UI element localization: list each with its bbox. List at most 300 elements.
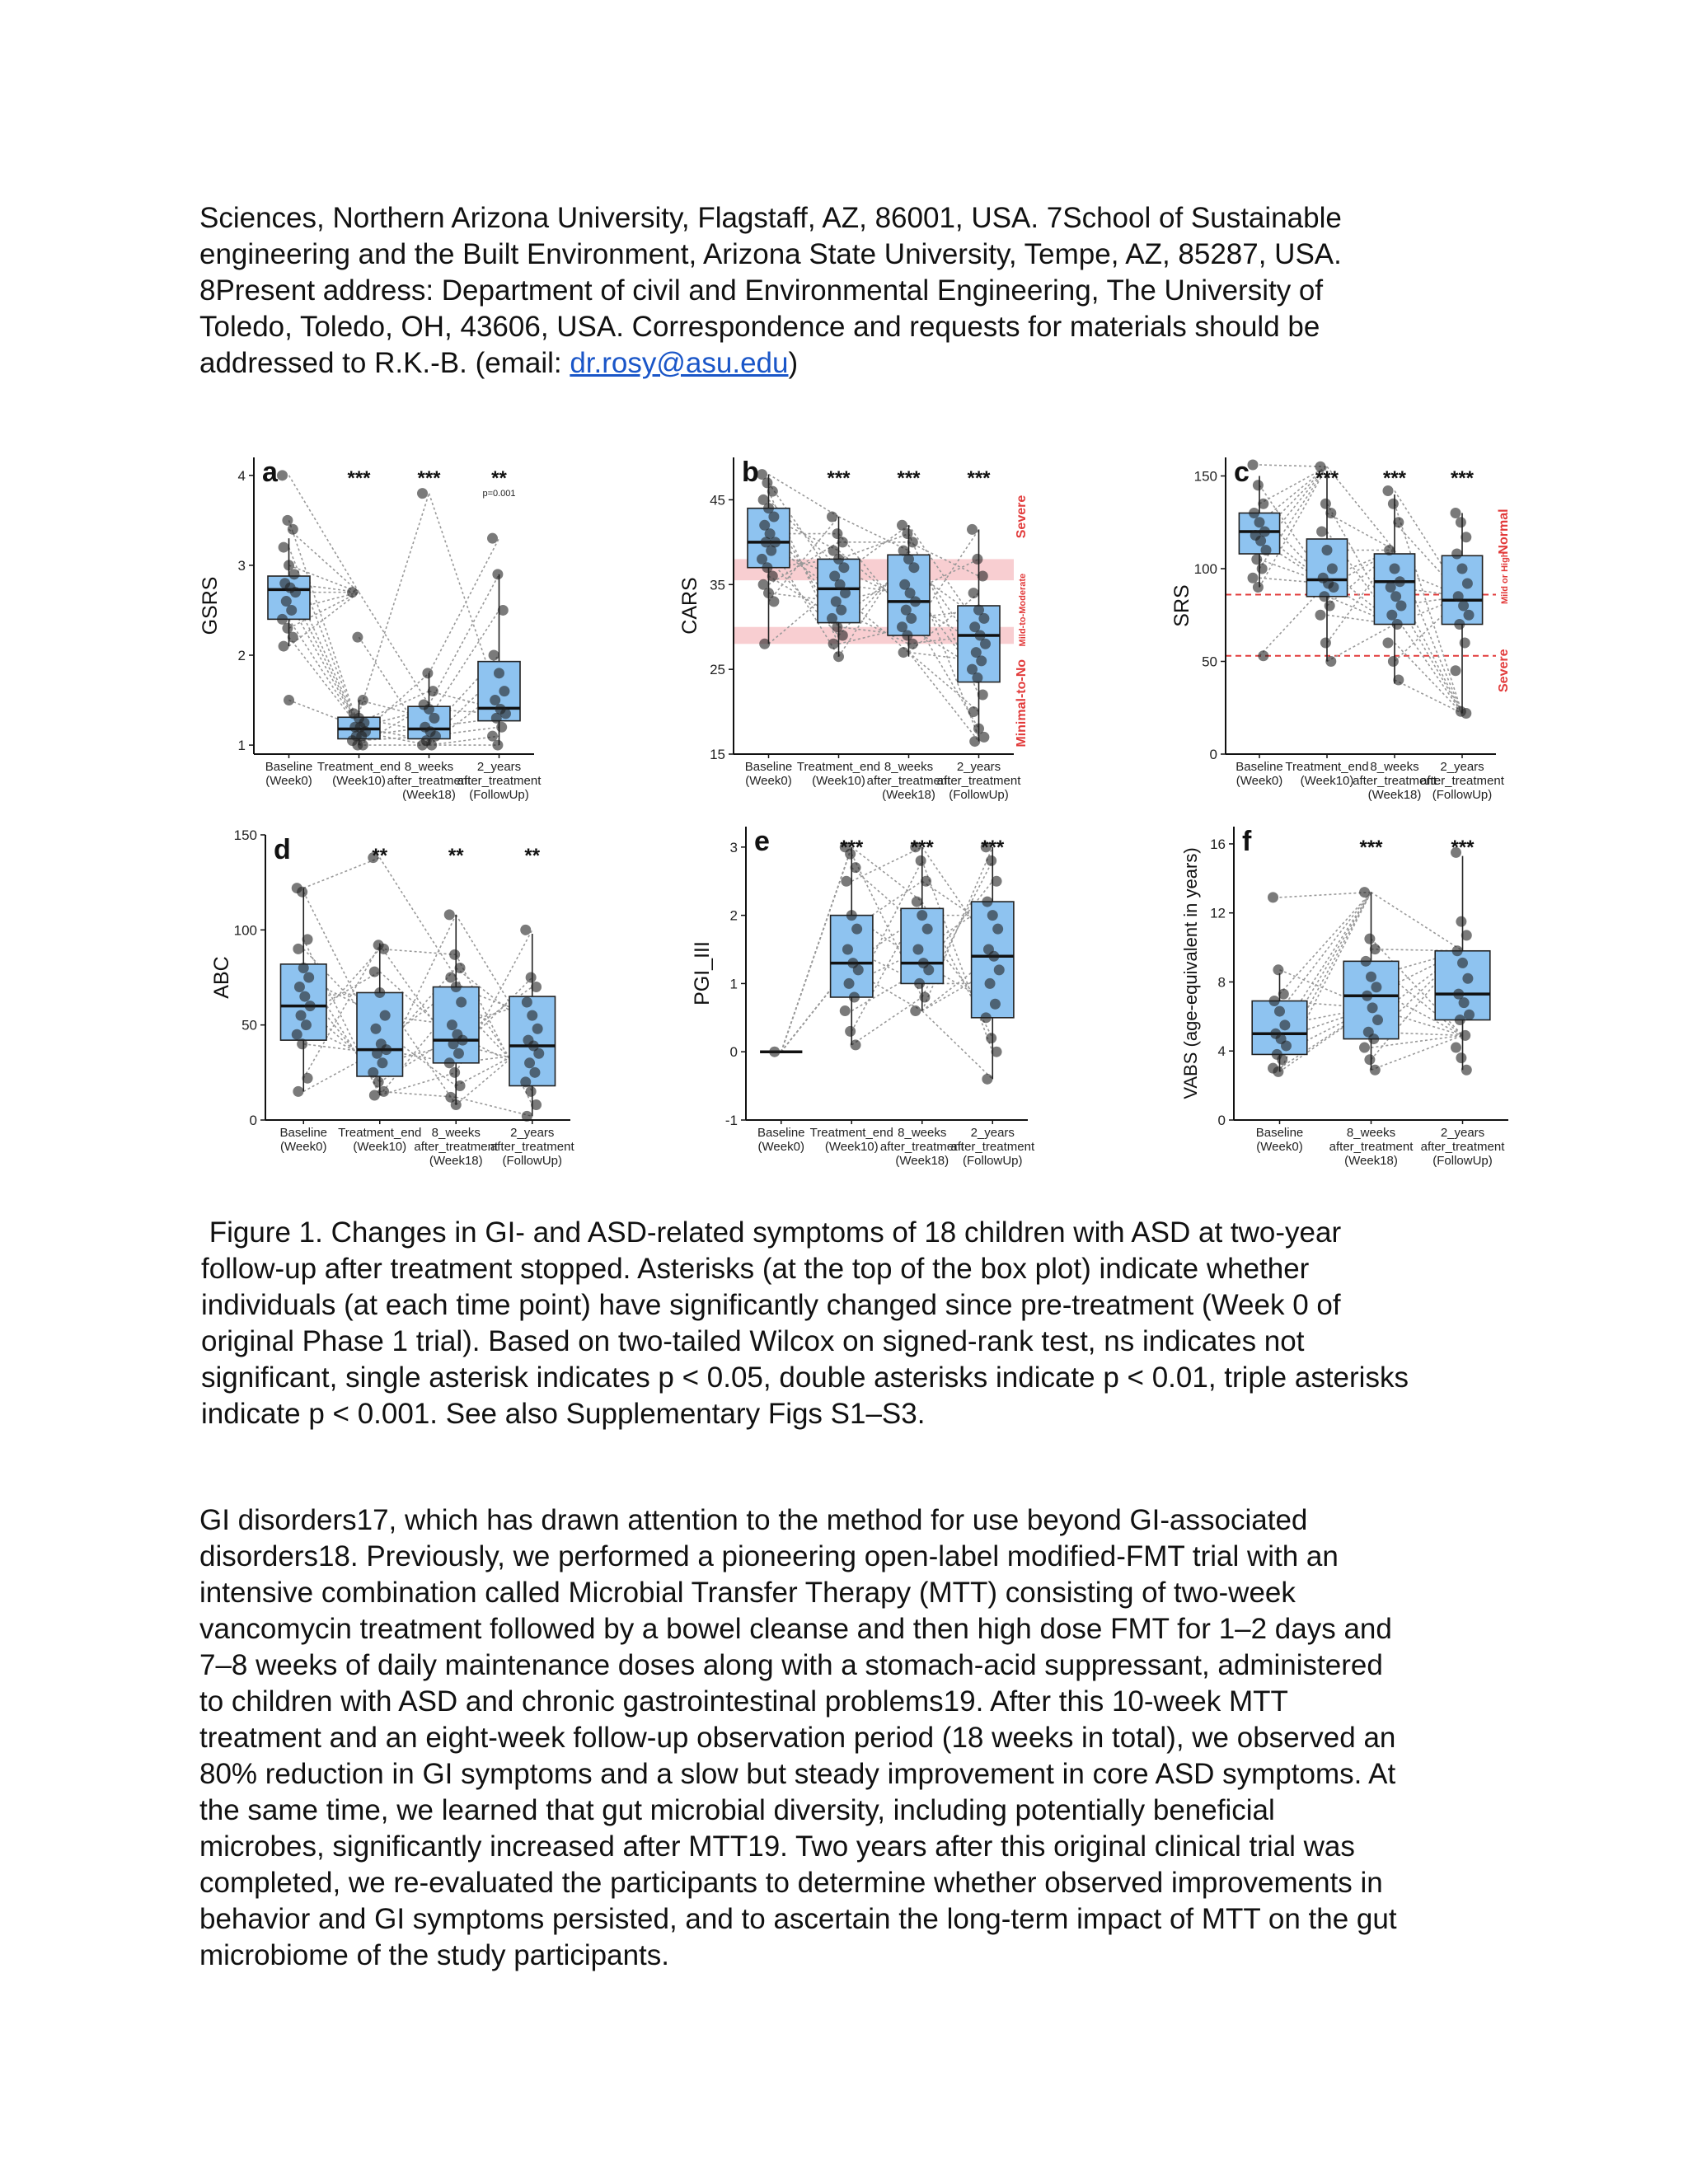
x-tick-label: Treatment_end (316, 760, 401, 774)
y-tick-label: 100 (1193, 561, 1217, 577)
data-point (417, 740, 428, 751)
data-point (969, 736, 980, 747)
data-point (1462, 579, 1473, 589)
x-tick-label: after_treatment (1329, 1140, 1414, 1154)
data-point (1322, 545, 1333, 555)
y-tick-label: 8 (1217, 974, 1226, 991)
data-point (524, 1057, 535, 1068)
data-point (1462, 973, 1473, 984)
data-point (838, 562, 849, 573)
y-axis-label: VABS (age-equivalent in years) (1180, 847, 1201, 1099)
data-point (294, 982, 305, 992)
data-point (844, 978, 855, 989)
x-tick-label: 2_years (1440, 760, 1484, 774)
data-point (1395, 576, 1405, 587)
data-point (992, 876, 1002, 887)
y-tick-label: 25 (710, 662, 725, 678)
data-point (451, 1099, 462, 1110)
data-point (531, 982, 542, 992)
data-point (1451, 1043, 1461, 1053)
data-point (978, 571, 988, 582)
y-axis-label: GSRS (199, 576, 222, 635)
significance-stars: *** (827, 467, 851, 490)
data-point (293, 944, 303, 954)
data-point (767, 486, 778, 497)
data-point (1460, 638, 1470, 649)
p-value-note: p=0.001 (482, 489, 516, 499)
data-point (347, 587, 358, 598)
x-tick-label: (FollowUp) (962, 1154, 1023, 1168)
data-point (305, 1001, 316, 1011)
x-tick-label: Treatment_end (809, 1126, 893, 1140)
significance-stars: *** (1315, 467, 1339, 490)
x-tick-label: after_treatment (1353, 774, 1437, 788)
data-point (1361, 956, 1372, 967)
data-point (1278, 989, 1289, 1000)
data-point (1456, 1052, 1466, 1063)
data-point (841, 876, 851, 887)
y-tick-label: 0 (1209, 747, 1217, 762)
data-point (842, 944, 853, 955)
data-point (453, 1048, 464, 1059)
data-point (840, 588, 851, 598)
body-line: to children with ASD and chronic gastrointestinal problems19. After this 10-week MTT (199, 1685, 1288, 1718)
caption-line: significant, single asterisk indicates p < 0.05, double asterisks indicate p < 0.01, triple asterisks (201, 1361, 1409, 1394)
data-point (499, 686, 509, 696)
data-point (1386, 582, 1396, 593)
data-point (994, 964, 1005, 975)
x-tick-label: 8_weeks (431, 1126, 481, 1140)
intro-line: engineering and the Built Environment, Arizona State University, Tempe, AZ, 85287, USA. (199, 238, 1342, 270)
x-tick-label: after_treatment (414, 1140, 499, 1154)
data-point (456, 996, 467, 1007)
data-point (1320, 499, 1331, 509)
data-point (1249, 508, 1259, 518)
x-tick-label: (Week18) (1344, 1154, 1398, 1168)
data-point (447, 1019, 457, 1030)
data-point (1456, 916, 1466, 927)
data-point (1359, 887, 1370, 898)
data-point (912, 897, 922, 907)
x-tick-label: (Week10) (332, 774, 386, 788)
data-point (290, 587, 301, 598)
panel-b (678, 457, 1029, 802)
data-point (1248, 573, 1259, 583)
data-point (766, 546, 776, 556)
data-point (759, 639, 770, 649)
data-point (381, 1044, 392, 1055)
data-point (922, 924, 933, 935)
caption-line: individuals (at each time point) have significantly changed since pre-treatment (Week 0 of (201, 1289, 1341, 1321)
body-line: microbiome of the study participants. (199, 1939, 669, 1971)
data-point (369, 1090, 380, 1101)
data-point (982, 897, 992, 907)
y-tick-label: 35 (710, 577, 725, 593)
data-point (972, 673, 982, 683)
data-point (1319, 591, 1329, 602)
data-point (1325, 656, 1336, 667)
data-point (1325, 508, 1336, 518)
data-point (846, 910, 857, 921)
data-point (444, 1057, 455, 1068)
x-tick-label: after_treatment (879, 1140, 964, 1154)
data-point (1253, 480, 1264, 490)
data-point (1464, 1010, 1475, 1020)
data-point (1258, 650, 1268, 661)
data-point (426, 740, 437, 751)
data-point (491, 713, 502, 724)
y-tick-label: 150 (233, 827, 257, 843)
data-point (457, 1035, 468, 1046)
data-point (837, 537, 848, 547)
subject-trajectory (1280, 893, 1372, 898)
data-point (372, 1048, 382, 1059)
data-point (1451, 665, 1461, 676)
y-tick-label: 1 (729, 976, 738, 992)
significance-stars: *** (1382, 467, 1407, 490)
significance-stars: ** (372, 845, 388, 867)
x-tick-label: (Week18) (895, 1154, 950, 1168)
data-point (836, 605, 846, 616)
data-point (1327, 564, 1338, 574)
data-point (494, 668, 504, 678)
caption-line: Figure 1. Changes in GI- and ASD-related symptoms of 18 children with ASD at two-year (201, 1216, 1342, 1249)
x-tick-label: after_treatment (490, 1140, 574, 1154)
data-point (1459, 997, 1470, 1008)
x-tick-label: 2_years (956, 760, 1001, 774)
caption-line: indicate p < 0.001. See also Supplementary Figs S1–S3. (201, 1398, 926, 1430)
x-tick-label: Baseline (1255, 1126, 1304, 1140)
data-point (490, 695, 500, 705)
data-point (1372, 1015, 1383, 1025)
data-point (449, 949, 460, 960)
y-tick-label: 100 (233, 922, 257, 939)
subject-trajectory (380, 858, 457, 977)
data-point (293, 1086, 303, 1097)
data-point (282, 623, 293, 634)
data-point (907, 537, 918, 547)
data-point (978, 613, 989, 624)
significance-stars: ** (524, 845, 541, 867)
x-tick-label: Treatment_end (796, 760, 881, 774)
data-point (1461, 708, 1471, 719)
data-point (297, 887, 307, 898)
intro-line: addressed to R.K.-B. (email: (199, 347, 570, 379)
y-tick-label: 16 (1210, 836, 1226, 852)
data-point (279, 641, 289, 652)
data-point (531, 1099, 542, 1110)
data-point (288, 524, 298, 535)
significance-stars: *** (967, 467, 991, 490)
data-point (377, 1057, 387, 1068)
data-point (282, 515, 293, 526)
band-label: Severe (1497, 649, 1511, 692)
data-point (768, 512, 779, 523)
data-point (1390, 564, 1400, 574)
x-tick-label: (Week18) (882, 788, 935, 802)
x-tick-label: (Week18) (1367, 788, 1422, 802)
y-tick-label: 45 (710, 492, 725, 509)
data-point (853, 964, 864, 975)
data-point (910, 596, 921, 607)
data-point (1269, 996, 1280, 1006)
data-point (1461, 1065, 1472, 1076)
y-tick-label: 3 (237, 557, 246, 574)
x-tick-label: 2_years (510, 1126, 555, 1140)
data-point (851, 924, 862, 935)
y-tick-label: 0 (1217, 1113, 1226, 1128)
data-point (498, 605, 509, 616)
data-point (1390, 591, 1401, 602)
x-tick-label: Treatment_end (1285, 760, 1369, 774)
data-point (298, 963, 309, 973)
data-point (373, 1076, 384, 1087)
data-point (851, 1039, 861, 1050)
data-point (1388, 499, 1399, 509)
x-tick-label: 2_years (1440, 1126, 1485, 1140)
intro-paragraph (199, 200, 1551, 382)
band-label: Normal (1497, 509, 1511, 555)
box (958, 606, 1000, 682)
data-point (917, 910, 927, 921)
data-point (1367, 1002, 1378, 1013)
data-point (910, 1005, 921, 1016)
data-point (299, 991, 310, 1002)
data-point (1388, 656, 1399, 667)
data-point (489, 650, 499, 661)
data-point (851, 862, 861, 873)
data-point (380, 1010, 391, 1021)
band-label: Mild-to-Moderate (1018, 573, 1028, 647)
band-label: Severe (1015, 494, 1029, 539)
data-point (976, 655, 987, 666)
data-point (279, 542, 289, 553)
data-point (1383, 638, 1394, 649)
x-tick-label: Treatment_end (338, 1126, 422, 1140)
panel-a (199, 457, 542, 802)
data-point (448, 1038, 459, 1049)
x-tick-label: (FollowUp) (1432, 1154, 1493, 1168)
data-point (1393, 675, 1404, 686)
data-point (1274, 1006, 1285, 1017)
subject-trajectory (429, 538, 499, 673)
data-point (914, 978, 925, 989)
x-tick-label: Baseline (744, 760, 793, 774)
body-line: 7–8 weeks of daily maintenance doses along with a stomach-acid suppressant, administered (199, 1649, 1383, 1681)
data-point (449, 1067, 460, 1078)
data-point (286, 605, 297, 616)
data-point (1359, 1043, 1370, 1053)
data-point (919, 991, 930, 1002)
email-link[interactable]: dr.rosy@asu.edu (570, 347, 789, 379)
data-point (1259, 527, 1270, 537)
x-tick-label: (Week10) (353, 1140, 407, 1154)
data-point (369, 967, 380, 977)
data-point (1364, 1054, 1375, 1065)
data-point (986, 1033, 996, 1043)
subject-trajectory (359, 593, 429, 705)
x-tick-label: (Week0) (745, 774, 792, 788)
data-point (1279, 1019, 1290, 1030)
subject-trajectory (1395, 643, 1462, 714)
data-point (370, 1024, 381, 1034)
data-point (923, 964, 934, 975)
significance-stars: ** (448, 845, 464, 867)
intro-line: ) (788, 347, 799, 379)
y-tick-label: 150 (1193, 468, 1217, 485)
data-point (358, 695, 368, 705)
data-point (907, 639, 918, 649)
data-point (1254, 517, 1265, 527)
data-point (1362, 991, 1372, 1001)
x-tick-label: after_treatment (457, 774, 542, 788)
significance-stars: *** (910, 837, 934, 859)
body-line: 80% reduction in GI symptoms and a slow but steady improvement in core ASD symptoms. At (199, 1758, 1396, 1790)
intro-line: 8Present address: Department of civil and Environmental Engineering, The University of (199, 274, 1324, 307)
data-point (533, 1048, 544, 1059)
x-tick-label: 2_years (970, 1126, 1015, 1140)
data-point (487, 533, 498, 544)
y-tick-label: 0 (249, 1113, 257, 1128)
data-point (424, 704, 434, 715)
data-point (1370, 944, 1381, 954)
data-point (837, 630, 848, 641)
data-point (1253, 582, 1264, 593)
data-point (968, 706, 979, 717)
data-point (1457, 564, 1468, 574)
data-point (492, 569, 503, 579)
x-tick-label: 8_weeks (1346, 1126, 1396, 1140)
data-point (921, 876, 931, 887)
data-point (985, 978, 996, 989)
data-point (492, 740, 503, 751)
x-tick-label: (Week0) (1236, 774, 1283, 788)
x-tick-label: (FollowUp) (502, 1154, 563, 1168)
data-point (768, 596, 779, 607)
data-point (526, 1086, 537, 1097)
data-point (1370, 1065, 1381, 1076)
data-point (302, 934, 313, 944)
data-point (1453, 591, 1464, 602)
data-point (451, 982, 462, 992)
data-point (1257, 564, 1268, 574)
data-point (980, 639, 991, 649)
data-point (487, 731, 498, 742)
panel-e (691, 826, 1035, 1168)
panel-f (1180, 826, 1508, 1168)
significance-stars: *** (1359, 837, 1383, 859)
data-point (769, 1047, 780, 1057)
body-line: treatment and an eight-week follow-up observation period (18 weeks in total), we observed an (199, 1722, 1396, 1754)
data-point (292, 1029, 302, 1040)
panel-letter: f (1242, 826, 1252, 857)
y-tick-label: 2 (729, 907, 738, 924)
data-point (1454, 619, 1465, 630)
data-point (898, 647, 909, 658)
data-point (1455, 1015, 1465, 1025)
y-tick-label: 3 (729, 839, 738, 855)
y-axis-label: CARS (678, 577, 701, 635)
subject-trajectory (1372, 893, 1463, 951)
panel-d (210, 827, 574, 1168)
subject-trajectory (1372, 1035, 1463, 1070)
data-point (1451, 508, 1461, 518)
y-tick-label: 50 (1202, 654, 1217, 670)
data-point (378, 944, 389, 954)
data-point (840, 1005, 851, 1016)
data-point (828, 639, 839, 649)
subject-trajectory (303, 858, 380, 888)
data-point (1251, 554, 1262, 565)
x-tick-label: (Week0) (265, 774, 312, 788)
data-point (532, 1024, 543, 1034)
data-point (296, 1010, 307, 1021)
data-point (522, 996, 532, 1007)
data-point (988, 951, 999, 962)
data-point (1368, 1033, 1379, 1044)
data-point (906, 613, 917, 624)
data-point (1316, 527, 1327, 537)
data-point (978, 732, 989, 743)
x-tick-label: after_treatment (1420, 774, 1504, 788)
data-point (1393, 517, 1404, 527)
data-point (428, 686, 438, 696)
x-tick-label: (Week0) (280, 1140, 327, 1154)
x-tick-label: (FollowUp) (949, 788, 1009, 802)
x-tick-label: (Week18) (429, 1154, 483, 1168)
data-point (1281, 1040, 1292, 1051)
data-point (1460, 1030, 1470, 1041)
data-point (277, 470, 288, 480)
y-tick-label: -1 (724, 1113, 738, 1128)
data-point (297, 1038, 307, 1049)
x-tick-label: after_treatment (387, 774, 471, 788)
y-tick-label: 2 (237, 648, 246, 663)
data-point (767, 571, 778, 582)
data-point (827, 512, 837, 523)
data-point (1461, 930, 1472, 940)
y-tick-label: 15 (710, 747, 725, 762)
data-point (1366, 972, 1376, 982)
data-point (1273, 964, 1283, 975)
x-tick-label: (Week18) (402, 788, 456, 802)
x-tick-label: after_treatment (950, 1140, 1035, 1154)
data-point (281, 596, 292, 607)
data-point (849, 991, 860, 1002)
data-point (277, 614, 288, 625)
data-point (845, 1026, 856, 1037)
data-point (529, 1067, 540, 1078)
subject-trajectory (851, 997, 922, 1045)
data-point (990, 999, 1001, 1010)
data-point (978, 690, 988, 701)
data-point (1261, 545, 1272, 555)
x-tick-label: 8_weeks (898, 1126, 947, 1140)
data-point (1464, 610, 1475, 621)
data-point (1392, 619, 1403, 630)
x-tick-label: 8_weeks (1370, 760, 1419, 774)
data-point (972, 554, 982, 565)
data-point (987, 910, 998, 921)
data-point (1364, 934, 1375, 944)
data-point (1315, 610, 1326, 621)
data-point (1458, 601, 1469, 612)
significance-stars: ** (491, 467, 507, 490)
significance-stars: *** (981, 837, 1005, 859)
figure-caption (201, 1215, 1553, 1432)
data-point (455, 963, 466, 973)
significance-stars: *** (1450, 467, 1475, 490)
